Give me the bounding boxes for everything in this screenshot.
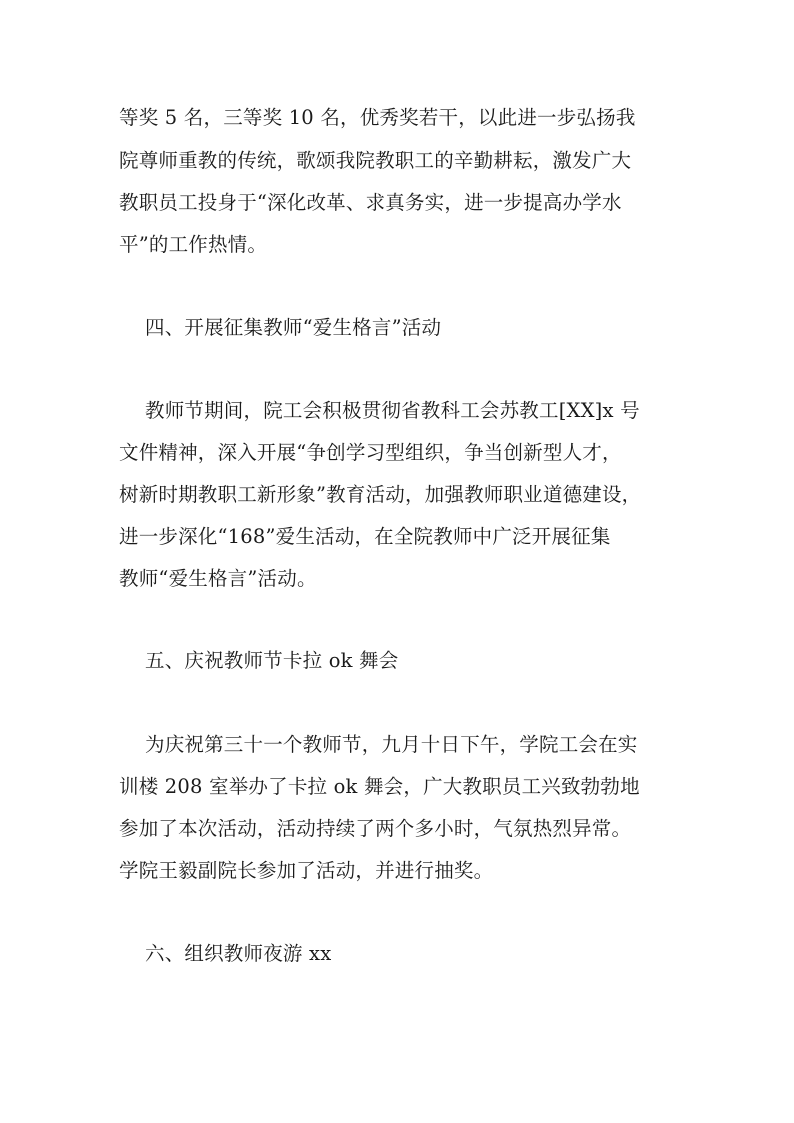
section-heading: 四、开展征集教师“爱生格言”活动 bbox=[145, 316, 442, 339]
paragraph-line: 为庆祝第三十一个教师节，九月十日下午，学院工会在实 bbox=[145, 733, 638, 756]
paragraph-line: 学院王毅副院长参加了活动，并进行抽奖。 bbox=[119, 859, 494, 882]
paragraph-line: 平”的工作热情。 bbox=[119, 233, 268, 256]
paragraph-line: 等奖 5 名，三等奖 10 名，优秀奖若干，以此进一步弘扬我 bbox=[119, 106, 636, 129]
paragraph-line: 院尊师重教的传统，歌颂我院教职工的辛勤耕耘，激发广大 bbox=[119, 149, 632, 172]
paragraph-line: 教师“爱生格言”活动。 bbox=[119, 567, 317, 590]
section-heading: 六、组织教师夜游 xx bbox=[145, 942, 332, 965]
paragraph-line: 树新时期教职工新形象”教育活动，加强教师职业道德建设， bbox=[119, 483, 642, 506]
paragraph-line: 训楼 208 室举办了卡拉 ok 舞会，广大教职员工兴致勃勃地 bbox=[119, 775, 640, 798]
paragraph-line: 进一步深化“168”爱生活动，在全院教师中广泛开展征集 bbox=[119, 525, 611, 548]
paragraph-line: 文件精神，深入开展“争创学习型组织，争当创新型人才， bbox=[119, 441, 622, 464]
paragraph-line: 教职员工投身于“深化改革、求真务实，进一步提高办学水 bbox=[119, 191, 622, 214]
paragraph-line: 参加了本次活动，活动持续了两个多小时，气氛热烈异常。 bbox=[119, 817, 632, 840]
section-heading: 五、庆祝教师节卡拉 ok 舞会 bbox=[145, 649, 399, 672]
paragraph-line: 教师节期间，院工会积极贯彻省教科工会苏教工[XX]x 号 bbox=[145, 399, 640, 422]
